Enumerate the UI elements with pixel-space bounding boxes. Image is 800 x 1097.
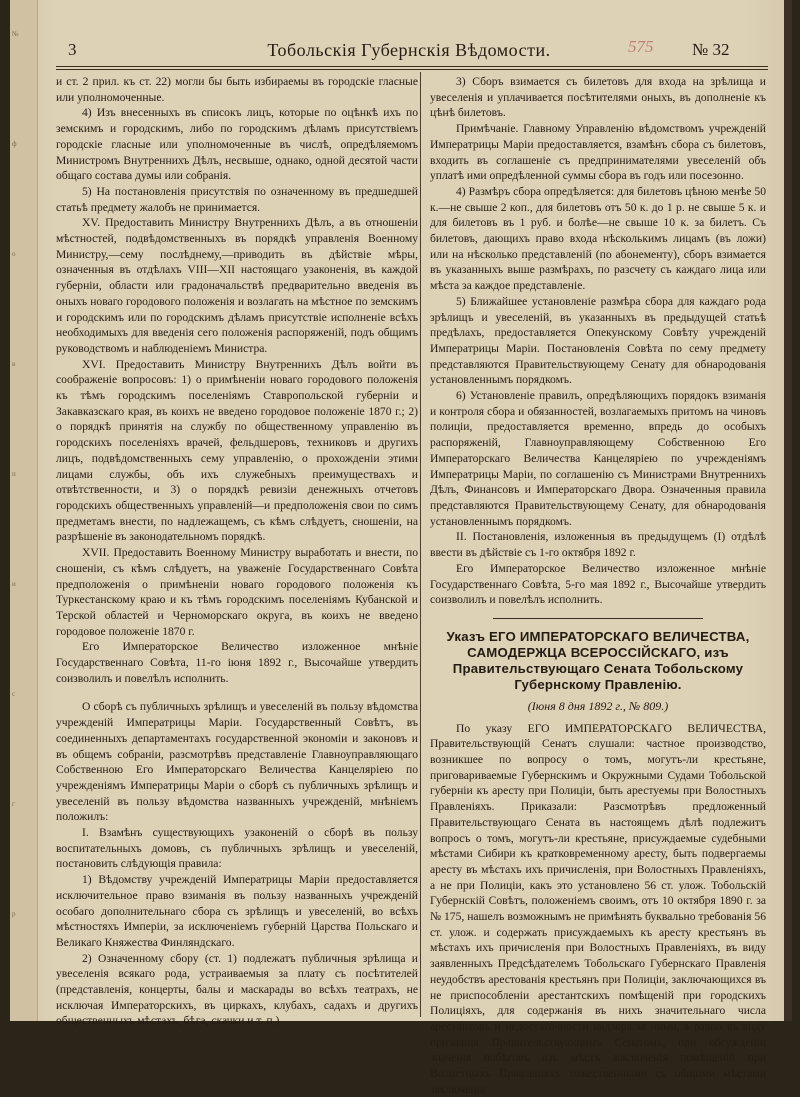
gazette-page bbox=[10, 0, 792, 1096]
paragraph: XV. Предоставить Министру Внутреннихъ Дѣлъ, а въ отношеніи мѣстностей, подвѣдомственныхъ въ порядкѣ управленія Военному Министру,—сему послѣднему,—приводить въ дѣйствіе мѣры, означенныя въ отдѣлахъ VIII—XII настоящаго узаконенія, въ каждой губерніи, области или градоначальствѣ предварительно введенія въ оныхъ новаго городового положенія и возлагать на мѣстное по земскимъ и городскимъ или по городскимъ дѣламъ присутствіе исполненіе всѣхъ необходимыхъ для введенія сего положенія распоряженій, подъ общимъ руководствомъ и наблюденіемъ Министра. bbox=[56, 216, 418, 355]
paragraph: XVII. Предоставить Военному Министру выработать и внести, по сношеніи, съ кѣмъ слѣдуетъ, на уваженіе Государственнаго Совѣта предположенія о примѣненіи новаго городового положенія къ Туркестанскому краю и къ тѣмъ городскимъ поселеніямъ Кубанской и Терской областей и Черноморскаго округа, въ коихъ не введено городовое положеніе 1870 г. bbox=[56, 546, 418, 638]
paragraph: 4) Размѣръ сбора опредѣляется: для билетовъ цѣною менѣе 50 к.—не свыше 2 коп., для билетовъ отъ 50 к. до 1 р. не свыше 5 к. и для билетовъ въ 1 руб. и болѣе—не свыше 10 к. за билетъ. Съ билетовъ, дающихъ право входа нѣсколькимъ лицамъ (въ ложи) или на нѣсколько представленій (по абонементу), сборъ взимается въ указанныхъ выше размѣрахъ, по разсчету съ каждаго лица или мѣста за каждое представленіе. bbox=[430, 184, 766, 293]
paragraph: 6) Установленіе правилъ, опредѣляющихъ порядокъ взиманія и контроля сбора и обязанностей, возлагаемыхъ притомъ на чиновъ полиціи, предоставляется временно, впредь до особыхъ распоряженій, Главноуправляющему Собственною Его Императорскаго Величества Канцеляріею по учрежденіямъ Императрицы Маріи, по соглашенію съ Министрами Внутреннихъ Дѣлъ, Финансовъ и Императорскаго Двора. Означенныя правила представляются Правительствующему Сенату, для обнародованія установленнымъ порядкомъ. bbox=[430, 389, 766, 528]
right-page-edge bbox=[784, 0, 792, 1021]
paragraph: II. Постановленія, изложенныя въ предыдущемъ (I) отдѣлѣ ввести въ дѣйствіе съ 1-го октября 1892 г. bbox=[430, 530, 766, 560]
right-column bbox=[430, 74, 766, 1097]
paragraph: 4) Изъ внесенныхъ въ списокъ лицъ, которые по оцѣнкѣ ихъ по земскимъ и городскимъ, либо по городскимъ дѣламъ присутствіемъ городскіе гласные или уполномоченные въ числѣ, опредѣляемомъ Министромъ Внутреннихъ Дѣлъ, несвыше, однако, одной десятой части общаго состава думы или собранія. bbox=[56, 106, 418, 183]
paragraph: Примѣчаніе. Главному Управленію вѣдомствомъ учрежденій Императрицы Маріи предоставляется, взамѣнъ сбора съ билетовъ, входить въ соглашеніе съ предпринимателями увеселеній объ уплатѣ ими опредѣленной суммы сбора въ годъ или посезонно. bbox=[430, 122, 766, 183]
paragraph: 2) Означенному сбору (ст. 1) подлежатъ публичныя зрѣлища и увеселенія всякаго рода, устраиваемыя за плату съ посѣтителей (представленія, концерты, балы и маскарады во всѣхъ театрахъ, не исключая Императорскихъ, въ циркахъ, клубахъ, садахъ и другихъ общественныхъ мѣстахъ, бѣга, скачки и т. п.) bbox=[56, 951, 418, 1028]
paragraph: О сборѣ съ публичныхъ зрѣлищъ и увеселеній въ пользу вѣдомства учрежденій Императрицы Маріи. Государственный Совѣтъ, въ соединенныхъ департаментахъ государственной экономіи и законовъ и въ общемъ собраніи, разсмотрѣвъ представленіе Главноуправляющаго Собственною Его Императорскаго Величества Канцеляріею по учрежденіямъ Императрицы Маріи о сборѣ съ публичныхъ зрѣлищъ и увеселеній въ пользу вѣдомства названныхъ учрежденій, мнѣніемъ положилъ: bbox=[56, 700, 418, 824]
paragraph: По указу ЕГО ИМПЕРАТОРСКАГО ВЕЛИЧЕСТВА, Правительствующій Сенатъ слушали: частное производство, возникшее по вопросу о томъ, могутъ-ли крестьяне, приговариваемые Губернскимъ и Окружными Судами Тобольской губерніи къ аресту при Полиціи, быть арестуемы при Волостныхъ Правленіяхъ. Приказали: Разсмотрѣвъ предложенный Правительствующаго Сената въ настоящемъ дѣлѣ подлежитъ вопросъ о томъ, могутъ-ли крестьяне, присуждаемые судебными мѣстами Сибири къ кратковременному аресту, быть подвергаемы аресту въ мѣстахъ ихъ причисленія, при Волостныхъ Правленіяхъ, а не при Полиціи, какъ это установлено 56 ст. улож. Тобольскій Губернскій Совѣтъ, положеніемъ своимъ, отъ 10 октября 1890 г. за № 175, нашелъ возможнымъ не примѣнять буквально требованія 56 ст. улож. и содержать присуждаемыхъ къ аресту крестьянъ въ мѣстахъ ихъ причисленія при Волостныхъ Правленіяхъ, въ виду заявленныхъ Предсѣдателемъ Тобольскаго Губернскаго Правленія неудобствъ арестованія крестьянъ при Полиціи, заключающихся въ не приспособленіи арестантскихъ помѣщеній при городскихъ Полиціяхъ, для содержанія въ нихъ значительнаго числа арестантовъ и недостаточности надзора за ними, а равно въ виду признанія Правительствующимъ Сенатомъ, при обсужденіи значенія побѣговъ изъ мѣстъ заключенія помѣщеній при Волостныхъ Правленіяхъ тожественными съ общими мѣстами заключенія bbox=[430, 721, 766, 1096]
paragraph: I. Взамѣнъ существующихъ узаконеній о сборѣ въ пользу воспитательныхъ домовъ, съ публичныхъ зрѣлищъ и увеселеній, постановить слѣдующія правила: bbox=[56, 826, 418, 871]
decree-title: Указъ ЕГО ИМПЕРАТОРСКАГО ВЕЛИЧЕСТВА, САМОДЕРЖЦА ВСЕРОССІЙСКАГО, изъ Правительствующаго Сената Тобольскому Губернскому Правленію. bbox=[446, 628, 750, 692]
column-divider bbox=[420, 72, 421, 1017]
paragraph-gap bbox=[56, 686, 418, 699]
paragraph: Его Императорское Величество изложенное мнѣніе Государственнаго Совѣта, 11-го іюня 1892 г., Высочайше утвердить соизволилъ и повелѣлъ исполнить. bbox=[56, 640, 418, 685]
archive-stamp: 575 bbox=[628, 37, 654, 56]
decree-body bbox=[430, 721, 766, 1097]
paragraph: Его Императорское Величество изложенное мнѣніе Государственнаго Совѣта, 5-го мая 1892 г., Высочайше утвердить соизволилъ и повелѣлъ исполнить. bbox=[430, 561, 766, 607]
section-divider bbox=[493, 618, 703, 619]
paragraph: 5) Ближайшее установленіе размѣра сбора для каждаго рода зрѣлищъ и увеселеній, въ указанныхъ въ предыдущей статьѣ предѣлахъ, предоставляется Опекунскому Совѣту учрежденій Императрицы Маріи. Постановленія Совѣта по сему предмету представляются Правительствующему Сенату для обнародованія установленнымъ порядкомъ. bbox=[430, 294, 766, 387]
paragraph: 3) Сборъ взимается съ билетовъ для входа на зрѣлища и увеселенія и уплачивается посѣтителями оныхъ, въ дополненіе къ цѣнѣ билетовъ. bbox=[430, 75, 766, 120]
header-rule bbox=[56, 66, 768, 70]
paragraph: 5) На постановленія присутствія по означенному въ предшедшей статьѣ предмету жалобъ не принимается. bbox=[56, 184, 418, 214]
paragraph: XVI. Предоставить Министру Внутреннихъ Дѣлъ войти въ соображеніе вопросовъ: 1) о примѣненіи новаго городового положенія къ тѣмъ городскимъ поселеніямъ Ставропольской губерніи и Закавказскаго края, въ коихъ не введено городовое положеніе 1870 г.; 2) о порядкѣ принятія на службу по общественному управленію въ городскихъ поселеніяхъ врачей, фельдшеровъ, техниковъ и другихъ лицъ, подвѣдомственныхъ сему управленію, о прохожденіи этими лицами службы, объ ихъ служебныхъ преимуществахъ и отвѣтственности, и 3) о порядкѣ ревизіи денежныхъ отчетовъ городскихъ общественныхъ управленій—и предположенія свои по симъ предметамъ внести, по надлежащемъ, съ кѣмъ слѣдуетъ, сношеніи, на разрѣшеніе въ законодательномъ порядкѣ. bbox=[56, 357, 418, 544]
paragraph: и ст. 2 прил. къ ст. 22) могли бы быть избираемы въ городскіе гласные или уполномоченные. bbox=[56, 75, 418, 104]
page-header bbox=[50, 37, 768, 66]
page-number: 3 bbox=[68, 40, 77, 59]
right-column-paragraphs bbox=[430, 74, 766, 608]
issue-number: № 32 bbox=[692, 40, 730, 59]
left-column bbox=[56, 74, 418, 1029]
decree-date: (Іюня 8 дня 1892 г., № 809.) bbox=[527, 698, 669, 713]
paragraph: 1) Вѣдомству учрежденій Императрицы Маріи предоставляется исключительное право взиманія въ пользу названныхъ учрежденій особаго дополнительнаго сбора съ зрѣлищъ и увеселеній, во всѣхъ мѣстностяхъ Имперіи, за исключеніемъ губерній Царства Польскаго и Великаго Княжества Финляндскаго. bbox=[56, 873, 418, 949]
left-margin-strip: № ф о в п и с г р bbox=[10, 0, 38, 1021]
gazette-title: Тобольскія Губернскія Вѣдомости. bbox=[267, 40, 551, 60]
